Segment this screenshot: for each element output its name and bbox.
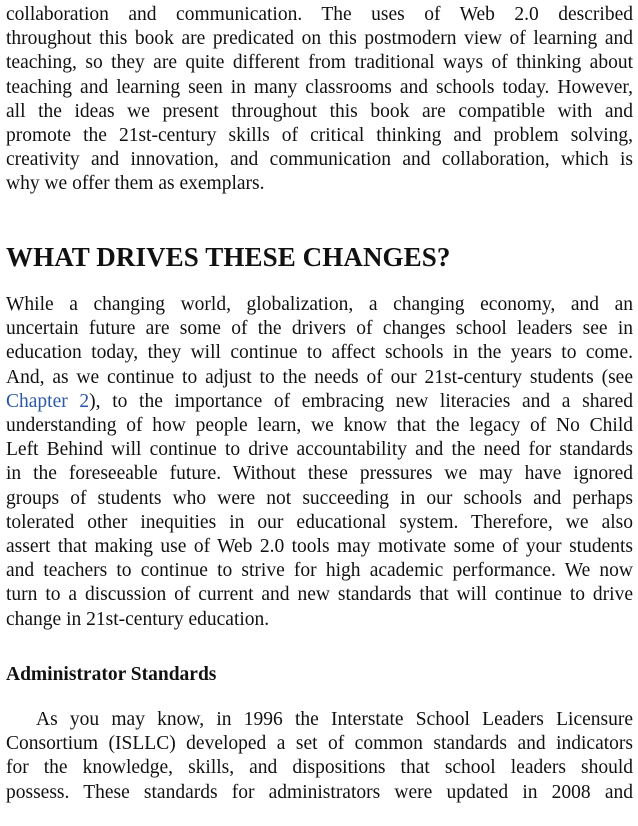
- paragraph-line: Consortium (ISLLC) developed a set of common standards and indicators: [6, 733, 633, 755]
- paragraph-line: education today, they will continue to affect schools in the years to come.: [6, 342, 633, 364]
- paragraph-line: groups of students who were not succeeding in our schools and perhaps: [6, 487, 633, 509]
- standards-paragraph: [6, 708, 633, 805]
- drivers-paragraph: [6, 293, 633, 632]
- paragraph-line: in the foreseeable future. Without these pressures we may have ignored: [6, 463, 633, 485]
- link-line-rest: ), to the importance of embracing new literacies and a shared: [89, 390, 634, 412]
- paragraph-line: tolerated other inequities in our educational system. Therefore, we also: [6, 511, 633, 533]
- paragraph-line: As you may know, in 1996 the Interstate School Leaders Licensure: [36, 709, 633, 730]
- paragraph-line-with-link: [6, 390, 633, 414]
- paragraph-line: change in 21st-century education.: [6, 608, 270, 630]
- paragraph-line: collaboration and communication. The uses of Web 2.0 described: [6, 4, 633, 25]
- paragraph-line: throughout this book are predicated on this postmodern view of learning and: [6, 28, 633, 50]
- paragraph-line: turn to a discussion of current and new standards that will continue to drive: [6, 584, 633, 606]
- paragraph-line: uncertain future are some of the drivers of changes school leaders see in: [6, 318, 633, 340]
- paragraph-line: Left Behind will continue to drive accountability and the need for standards: [6, 439, 633, 461]
- chapter-2-link[interactable]: Chapter 2: [6, 390, 90, 412]
- subsection-heading: Administrator Standards: [6, 664, 217, 685]
- paragraph-line: assert that making use of Web 2.0 tools may motivate some of your students: [6, 536, 633, 558]
- paragraph-line: understanding of how people learn, we know that the legacy of No Child: [6, 415, 633, 437]
- paragraph-line: all the ideas we present throughout this book are compatible with and: [6, 100, 633, 122]
- paragraph-line: possess. These standards for administrators were updated in 2008 and: [6, 781, 633, 803]
- intro-paragraph: [6, 3, 633, 197]
- paragraph-line: While a changing world, globalization, a changing economy, and an: [6, 294, 633, 315]
- paragraph-line: for the knowledge, skills, and dispositions that school leaders should: [6, 757, 633, 779]
- paragraph-line: and teachers to continue to strive for high academic performance. We now: [6, 560, 633, 582]
- paragraph-line: promote the 21st-century skills of critical thinking and problem solving,: [6, 125, 633, 147]
- paragraph-line: teaching and learning seen in many classrooms and schools today. However,: [6, 76, 633, 98]
- paragraph-line: creativity and innovation, and communication and collaboration, which is: [6, 149, 633, 171]
- paragraph-line: teaching, so they are quite different from traditional ways of thinking about: [6, 52, 633, 74]
- paragraph-line: why we offer them as exemplars.: [6, 173, 265, 195]
- section-heading: WHAT DRIVES THESE CHANGES?: [6, 242, 451, 272]
- paragraph-line: And, as we continue to adjust to the needs of our 21st-century students (see: [6, 366, 633, 388]
